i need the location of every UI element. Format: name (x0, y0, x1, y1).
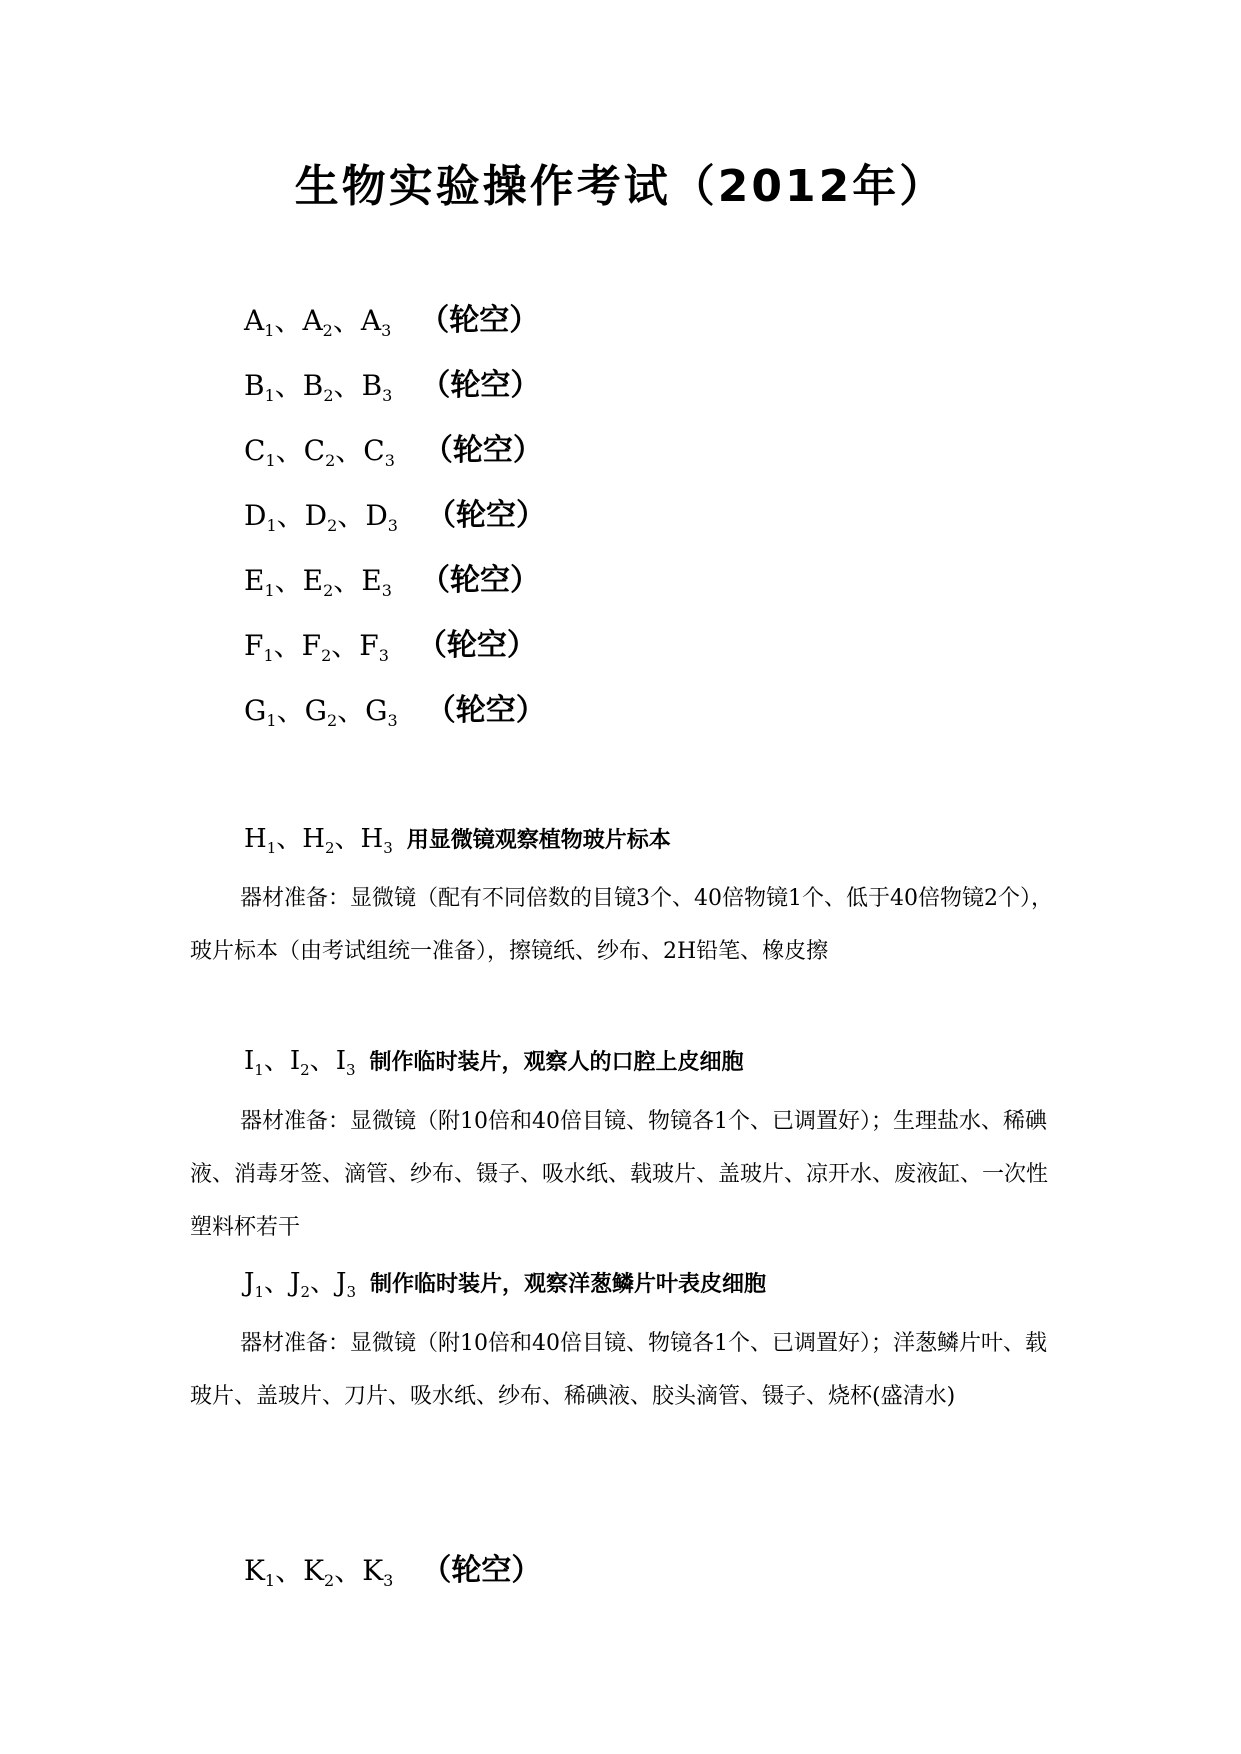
section-title: 制作临时装片，观察人的口腔上皮细胞 (369, 1050, 744, 1075)
materials-paragraph-i: 器材准备：显微镜（附10倍和40倍目镜、物镜各1个、已调置好）；生理盐水、稀碘液、消毒牙签、滴管、纱布、镊子、吸水纸、载玻片、盖玻片、凉开水、废液缸、一次性塑料杯若干 (190, 1109, 1049, 1240)
group-status: （轮空） (419, 303, 540, 338)
group-status: （轮空） (416, 628, 537, 663)
group-line-k: $K_1$、$K_2$、$K_3$ （轮空） (244, 1553, 542, 1590)
group-status: （轮空） (420, 368, 541, 403)
group-line-e: $E_1$、$E_2$、$E_3$ （轮空） (244, 563, 540, 600)
group-line-g: $G_1$、$G_2$、$G_3$ （轮空） (244, 693, 546, 730)
materials-paragraph-j: 器材准备：显微镜（附10倍和40倍目镜、物镜各1个、已调置好）；洋葱鳞片叶、载玻片、盖玻片、刀片、吸水纸、纱布、稀碘液、胶头滴管、镊子、烧杯(盛清水) (190, 1331, 1047, 1409)
group-status: （轮空） (419, 563, 540, 598)
section-title: 制作临时装片，观察洋葱鳞片叶表皮细胞 (369, 1272, 766, 1297)
section-head-j: $J_1$、$J_2$、$J_3$ 制作临时装片，观察洋葱鳞片叶表皮细胞 (244, 1268, 766, 1301)
group-status: （轮空） (425, 498, 546, 533)
group-line-d: $D_1$、$D_2$、$D_3$ （轮空） (244, 498, 546, 535)
section-head-h: $H_1$、$H_2$、$H_3$ 用显微镜观察植物玻片标本 (244, 824, 671, 857)
materials-paragraph-h: 器材准备：显微镜（配有不同倍数的目镜3个、40倍物镜1个、低于40倍物镜2个），玻片标本（由考试组统一准备），擦镜纸、纱布、2H铅笔、橡皮擦 (190, 886, 1053, 964)
group-line-b: $B_1$、$B_2$、$B_3$ （轮空） (244, 368, 541, 405)
section-title: 用显微镜观察植物玻片标本 (406, 828, 671, 853)
section-head-i: $I_1$、$I_2$、$I_3$ 制作临时装片，观察人的口腔上皮细胞 (244, 1046, 744, 1079)
group-status: （轮空） (425, 693, 546, 728)
group-status: （轮空） (421, 1553, 542, 1588)
group-line-f: $F_1$、$F_2$、$F_3$ （轮空） (244, 628, 537, 665)
page-title: 生物实验操作考试（2012年） (294, 161, 947, 212)
group-line-c: $C_1$、$C_2$、$C_3$ （轮空） (244, 433, 543, 470)
group-line-a: $A_1$、$A_2$、$A_3$ （轮空） (244, 303, 540, 340)
group-status: （轮空） (422, 433, 543, 468)
